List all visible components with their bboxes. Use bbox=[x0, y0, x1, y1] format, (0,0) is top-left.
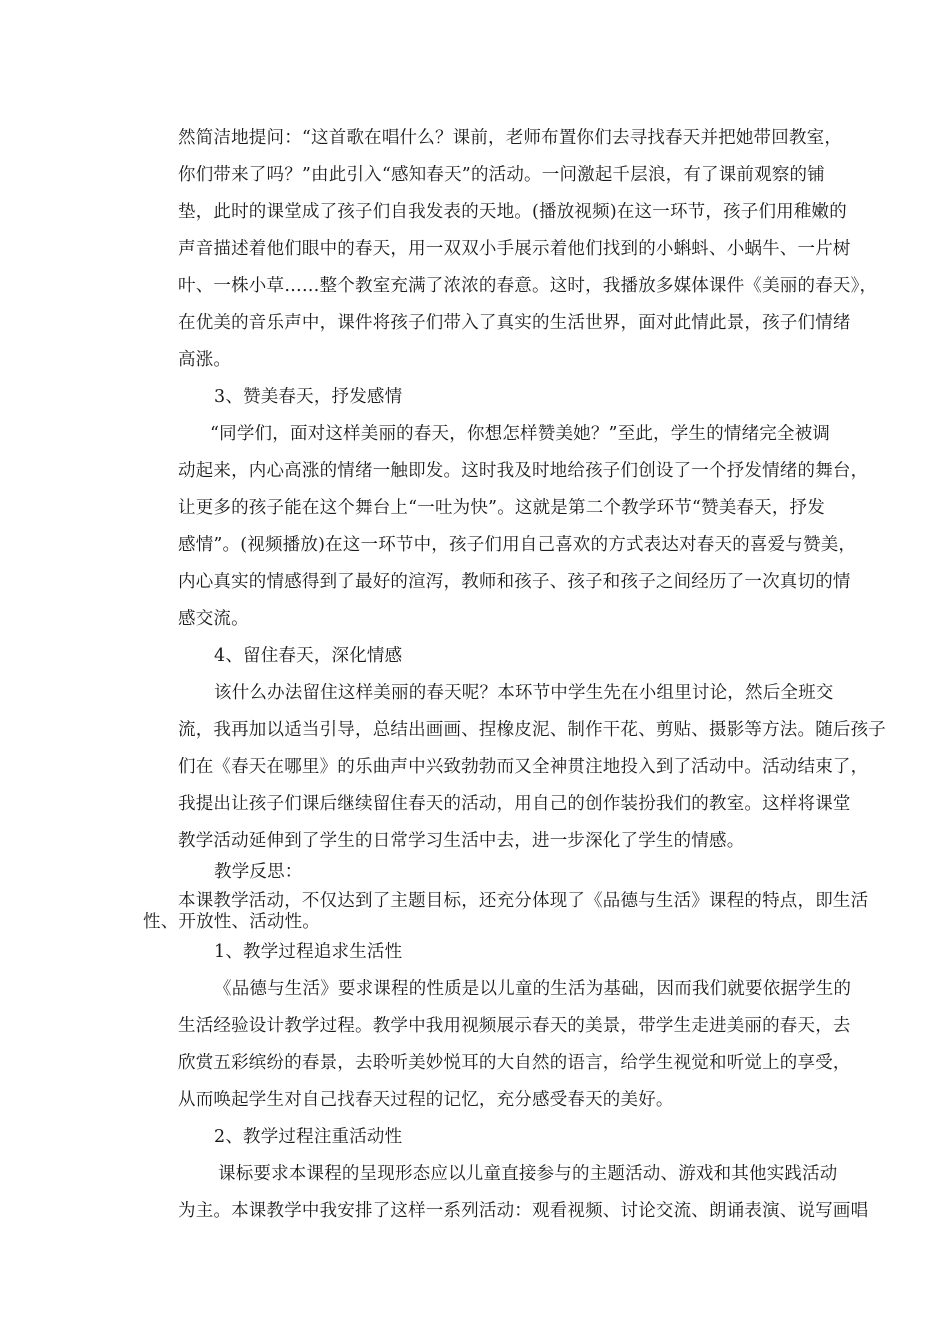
text-line: 叶、一株小草……整个教室充满了浓浓的春意。这时，我播放多媒体课件《美丽的春天》， bbox=[178, 276, 878, 296]
text-line: 课标要求本课程的呈现形态应以儿童直接参与的主题活动、游戏和其他实践活动 bbox=[218, 1164, 838, 1184]
text-line: 流，我再加以适当引导，总结出画画、捏橡皮泥、制作干花、剪贴、摄影等方法。随后孩子 bbox=[178, 720, 886, 740]
text-line: 我提出让孩子们课后继续留住春天的活动，用自己的创作装扮我们的教室。这样将课堂 bbox=[178, 794, 851, 814]
text-line: 欣赏五彩缤纷的春景，去聆听美妙悦耳的大自然的语言，给学生视觉和听觉上的享受， bbox=[178, 1053, 851, 1073]
text-line: 感情”。(视频播放)在这一环节中，孩子们用自己喜欢的方式表达对春天的喜爱与赞美， bbox=[178, 535, 857, 555]
section-heading-activity-oriented: 2、教学过程注重活动性 bbox=[214, 1127, 403, 1147]
text-line: 们在《春天在哪里》的乐曲声中兴致勃勃而又全神贯注地投入到了活动中。活动结束了， bbox=[178, 757, 869, 777]
text-line: 本课教学活动，不仅达到了主题目标，还充分体现了《品德与生活》课程的特点，即生活 bbox=[178, 891, 869, 911]
section-heading-praise-spring: 3、赞美春天，抒发感情 bbox=[214, 387, 403, 407]
reflection-heading: 教学反思： bbox=[214, 862, 303, 882]
text-line: 感交流。 bbox=[178, 609, 249, 629]
text-line: 生活经验设计教学过程。教学中我用视频展示春天的美景，带学生走进美丽的春天，去 bbox=[178, 1016, 851, 1036]
section-heading-life-oriented: 1、教学过程追求生活性 bbox=[214, 942, 403, 962]
text-line: 垫，此时的课堂成了孩子们自我发表的天地。(播放视频)在这一环节，孩子们用稚嫩的 bbox=[178, 202, 847, 222]
text-line: 为主。本课教学中我安排了这样一系列活动：观看视频、讨论交流、朗诵表演、说写画唱 bbox=[178, 1201, 869, 1221]
text-line: 然简洁地提问：“这首歌在唱什么？课前，老师布置你们去寻找春天并把她带回教室， bbox=[178, 128, 843, 148]
text-line: 在优美的音乐声中，课件将孩子们带入了真实的生活世界，面对此情此景，孩子们情绪 bbox=[178, 313, 851, 333]
text-line: 性、开放性、活动性。 bbox=[143, 912, 320, 932]
section-heading-keep-spring: 4、留住春天，深化情感 bbox=[214, 646, 403, 666]
text-line: 教学活动延伸到了学生的日常学习生活中去，进一步深化了学生的情感。 bbox=[178, 831, 745, 851]
text-line: 该什么办法留住这样美丽的春天呢？本环节中学生先在小组里讨论，然后全班交 bbox=[214, 683, 834, 703]
text-line: 让更多的孩子能在这个舞台上“一吐为快”。这就是第二个教学环节“赞美春天，抒发 bbox=[178, 498, 825, 518]
text-line: 内心真实的情感得到了最好的渲泻，教师和孩子、孩子和孩子之间经历了一次真切的情 bbox=[178, 572, 851, 592]
text-line: 动起来，内心高涨的情绪一触即发。这时我及时地给孩子们创设了一个抒发情绪的舞台， bbox=[178, 461, 869, 481]
text-line: 声音描述着他们眼中的春天，用一双双小手展示着他们找到的小蝌蚪、小蜗牛、一片树 bbox=[178, 239, 851, 259]
text-line: 高涨。 bbox=[178, 350, 232, 370]
text-line: “同学们，面对这样美丽的春天，你想怎样赞美她？”至此，学生的情绪完全被调 bbox=[210, 424, 831, 444]
text-line: 你们带来了吗？”由此引入“感知春天”的活动。一问激起千层浪，有了课前观察的铺 bbox=[178, 165, 825, 185]
text-line: 《品德与生活》要求课程的性质是以儿童的生活为基础，因而我们就要依据学生的 bbox=[214, 979, 852, 999]
text-line: 从而唤起学生对自己找春天过程的记忆，充分感受春天的美好。 bbox=[178, 1090, 674, 1110]
